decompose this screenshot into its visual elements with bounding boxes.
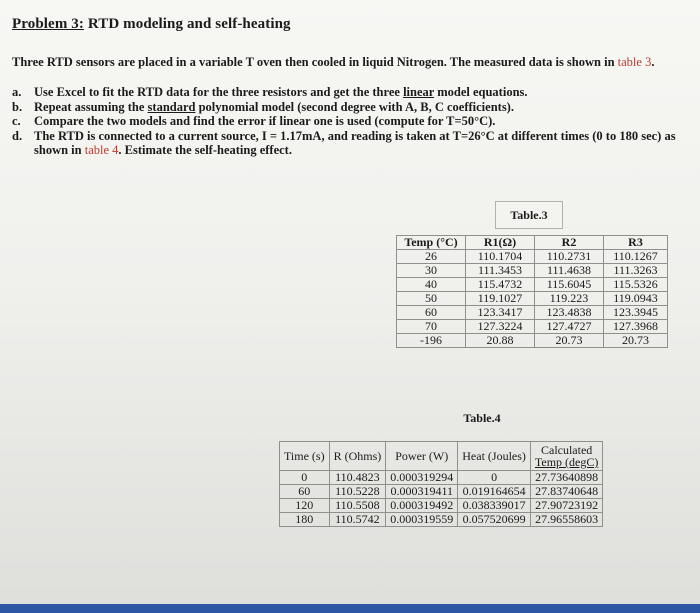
table-cell: 0 [280,471,330,485]
table-cell: 27.83740648 [530,485,602,499]
task-list [12,85,682,158]
table-cell: 0.038339017 [458,499,531,513]
table-row [280,513,603,527]
table-cell: 50 [397,292,466,306]
table-cell: -196 [397,334,466,348]
table-cell: 111.3263 [604,264,668,278]
table-cell: 115.6045 [535,278,604,292]
table-cell: 27.90723192 [530,499,602,513]
table3-col-header: R3 [604,236,668,250]
task-text: Compare the two models and find the error if linear one is used (compute for T=50°C). [34,114,496,128]
table-cell: 70 [397,320,466,334]
table-row [397,320,668,334]
table-cell: 180 [280,513,330,527]
task-text-post: polynomial model (second degree with A, B, C coefficients). [195,99,514,114]
bottom-color-bar [0,604,700,613]
table-cell: 123.4838 [535,306,604,320]
table4-col-header-calculated-temp [530,442,602,471]
table-cell: 0.000319559 [386,513,458,527]
problem-title [12,16,291,33]
table-cell: 115.4732 [466,278,535,292]
table4-col-header-line2: Temp (degC) [534,455,599,469]
table-cell: 110.1704 [466,250,535,264]
task-item-c [12,114,682,129]
table-cell: 30 [397,264,466,278]
table-cell: 119.0943 [604,292,668,306]
table-cell: 119.223 [535,292,604,306]
table-cell: 27.96558603 [530,513,602,527]
table-cell: 26 [397,250,466,264]
table-cell: 110.1267 [604,250,668,264]
table-row [397,334,668,348]
table3-col-header: Temp (°C) [397,236,466,250]
table-cell: 0.019164654 [458,485,531,499]
task-label: b. [12,99,23,114]
task-label: c. [12,114,21,128]
table4-col-header: Time (s) [280,442,330,471]
intro-paragraph [12,55,662,69]
table-cell: 60 [397,306,466,320]
table4-header-row [280,442,603,471]
table-cell: 0.000319294 [386,471,458,485]
table4-self-heating-data [279,441,603,527]
table4-caption: Table.4 [463,411,501,425]
task-text [34,85,528,100]
problem-number: Problem 3: [12,16,84,32]
task-item-b [12,100,682,115]
table4-col-header: Power (W) [386,442,458,471]
table-cell: 110.5508 [329,499,386,513]
table-cell: 127.4727 [535,320,604,334]
task-text-pre: Use Excel to fit the RTD data for the three resistors and get the three [34,85,404,99]
table-cell: 20.88 [466,334,535,348]
table4-col-header: Heat (Joules) [458,442,531,471]
table-row [280,499,603,513]
task-item-d [12,129,682,158]
intro-period: . [651,55,655,69]
table-row [397,306,668,320]
table3-col-header: R1(Ω) [466,236,535,250]
task-item-a [12,85,682,100]
table3-header-row [397,236,668,250]
table-cell: 27.73640898 [530,471,602,485]
table-cell: 20.73 [535,334,604,348]
table-cell: 110.2731 [535,250,604,264]
task-label: d. [12,128,23,143]
task-text [34,129,682,158]
table-row [397,292,668,306]
table-cell: 111.4638 [535,264,604,278]
table3-caption: Table.3 [495,201,563,229]
table-cell: 0.000319411 [386,485,458,499]
table-row [397,250,668,264]
table-cell: 111.3453 [466,264,535,278]
table-cell: 120 [280,499,330,513]
task-text [34,100,514,115]
task-text-pre: Repeat assuming the [34,99,148,114]
table-cell: 127.3224 [466,320,535,334]
table-cell: 60 [280,485,330,499]
table3-col-header: R2 [535,236,604,250]
task-text-post: model equations. [434,85,528,99]
table-cell: 0 [458,471,531,485]
table-cell: 0.000319492 [386,499,458,513]
task-text-emphasis: linear [403,85,435,99]
task-label: a. [12,85,22,99]
table4-col-header: R (Ohms) [329,442,386,471]
table3-reference-link[interactable]: table 3 [617,55,652,69]
table-cell: 20.73 [604,334,668,348]
table-cell: 40 [397,278,466,292]
table-cell: 0.057520699 [458,513,531,527]
table3-rtd-data [396,235,668,348]
table-cell: 123.3417 [466,306,535,320]
table-cell: 123.3945 [604,306,668,320]
table-row [280,485,603,499]
table-row [280,471,603,485]
table-cell: 110.5742 [329,513,386,527]
table-cell: 110.4823 [329,471,386,485]
table-cell: 119.1027 [466,292,535,306]
table-cell: 110.5228 [329,485,386,499]
table-row [397,278,668,292]
task-text-emphasis: standard [147,99,196,114]
table-cell: 115.5326 [604,278,668,292]
task-text-pre: The RTD is connected to a current source, I = 1.17mA, and reading is taken at T=26°C at different times (0 to 180 sec) as shown in [34,128,676,157]
table-cell: 127.3968 [604,320,668,334]
intro-text: Three RTD sensors are placed in a variable T oven then cooled in liquid Nitrogen. The measured data is shown in [12,55,618,69]
table-row [397,264,668,278]
problem-heading: RTD modeling and self-heating [87,16,291,32]
table4-reference-link[interactable]: table 4 [84,143,119,157]
table4-col-header-line1: Calculated [540,443,593,457]
task-text-post: . Estimate the self-heating effect. [118,143,292,157]
